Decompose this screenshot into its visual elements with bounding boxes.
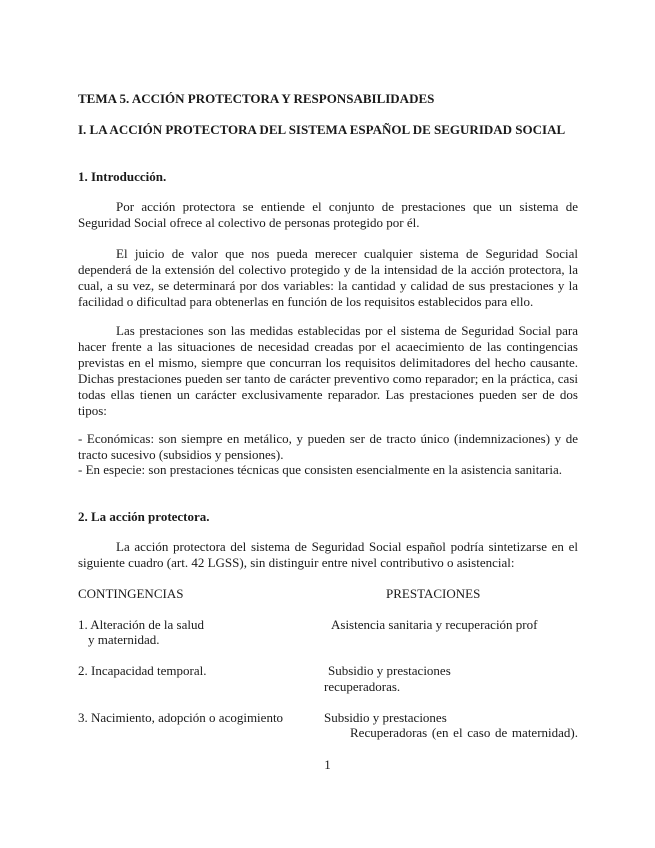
section-heading: I. LA ACCIÓN PROTECTORA DEL SISTEMA ESPAÑOL DE SEGURIDAD SOCIAL (78, 122, 566, 137)
list-item-economicas: - Económicas: son siempre en metálico, y pueden ser de tracto único (indemnizaciones) y de tracto sucesivo (subsidios y pensiones). (78, 431, 578, 462)
prestacion-row-3-line-2: Recuperadoras (en el caso de maternidad). (350, 725, 578, 740)
prestacion-row-3-line-1: Subsidio y prestaciones (324, 710, 447, 725)
column-header-prestaciones: PRESTACIONES (386, 586, 481, 601)
contingencia-row-1-line-1: 1. Alteración de la salud (78, 617, 204, 632)
intro-paragraph-3: Las prestaciones son las medidas establecidas por el sistema de Seguridad Social para hacer frente a las situaciones de necesidad creadas por el acaecimiento de las contingencias previstas en el mismo, siempre que concurran los requisitos delimitadores del hecho causante. Dichas prestaciones pueden ser tanto de carácter preventivo como reparador; en la práctica, casi todas ellas tienen un carácter exclusivamente reparador. Las prestaciones pueden ser de dos tipos: (78, 323, 578, 418)
column-header-contingencias: CONTINGENCIAS (78, 586, 184, 601)
subsection-2-heading: 2. La acción protectora. (78, 509, 210, 524)
contingencia-row-2-line-1: 2. Incapacidad temporal. (78, 663, 207, 678)
document-title: TEMA 5. ACCIÓN PROTECTORA Y RESPONSABILIDADES (78, 91, 435, 106)
prestacion-row-1-line-1: Asistencia sanitaria y recuperación prof (331, 617, 538, 632)
prestacion-row-2-line-2: recuperadoras. (324, 679, 401, 694)
intro-paragraph-2: El juicio de valor que nos pueda merecer cualquier sistema de Seguridad Social dependerá de la extensión del colectivo protegido y de la intensidad de la acción protectora, la cual, a su vez, se determinará por dos variables: la cantidad y calidad de sus prestaciones y la facilidad o dificultad para obtenerlas en función de los requisitos establecidos para ello. (78, 246, 578, 309)
list-item-especie: - En especie: son prestaciones técnicas que consisten esencialmente en la asistencia sanitaria. (78, 462, 563, 477)
contingencia-row-3-line-1: 3. Nacimiento, adopción o acogimiento (78, 710, 284, 725)
prestacion-row-2-line-1: Subsidio y prestaciones (328, 663, 451, 678)
subsection-1-heading: 1. Introducción. (78, 169, 167, 184)
accion-protectora-paragraph: La acción protectora del sistema de Seguridad Social español podría sintetizarse en el siguiente cuadro (art. 42 LGSS), sin distinguir entre nivel contributivo o asistencial: (78, 539, 578, 570)
page-number: 1 (324, 757, 331, 772)
intro-paragraph-1: Por acción protectora se entiende el conjunto de prestaciones que un sistema de Seguridad Social ofrece al colectivo de personas protegido por él. (78, 199, 578, 230)
contingencia-row-1-line-2: y maternidad. (88, 632, 160, 647)
